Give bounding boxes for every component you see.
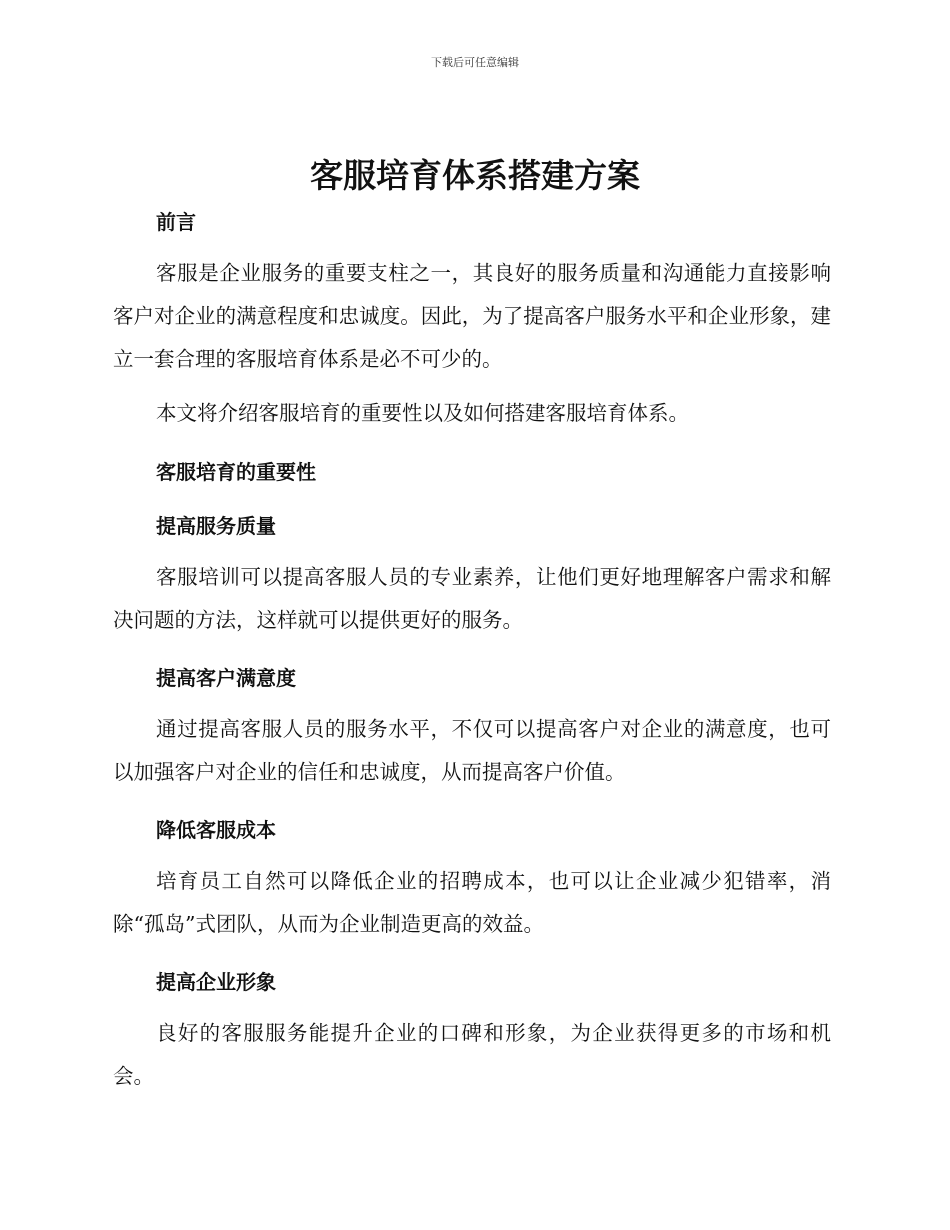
paragraph-reduce-cost: 培育员工自然可以降低企业的招聘成本，也可以让企业减少犯错率，消除“孤岛”式团队，从而为企业制造更高的效益。 [113, 869, 831, 936]
heading-service-quality: 提高服务质量 [156, 514, 276, 538]
heading-corporate-image: 提高企业形象 [156, 970, 276, 994]
heading-reduce-cost: 降低客服成本 [156, 818, 276, 842]
header-note: 下载后可任意编辑 [431, 56, 519, 69]
heading-customer-satisfaction: 提高客户满意度 [156, 666, 296, 690]
paragraph-preface-1: 客服是企业服务的重要支柱之一，其良好的服务质量和沟通能力直接影响客户对企业的满意程度和忠诚度。因此，为了提高客户服务水平和企业形象，建立一套合理的客服培育体系是必不可少的。 [113, 261, 831, 371]
paragraph-corporate-image: 良好的客服服务能提升企业的口碑和形象，为企业获得更多的市场和机会。 [113, 1021, 831, 1088]
heading-preface: 前言 [156, 210, 196, 234]
paragraph-service-quality: 客服培训可以提高客服人员的专业素养，让他们更好地理解客户需求和解决问题的方法，这样就可以提供更好的服务。 [113, 565, 831, 632]
document-title: 客服培育体系搭建方案 [310, 156, 640, 195]
paragraph-customer-satisfaction: 通过提高客服人员的服务水平，不仅可以提高客户对企业的满意度，也可以加强客户对企业的信任和忠诚度，从而提高客户价值。 [113, 717, 831, 784]
paragraph-preface-2: 本文将介绍客服培育的重要性以及如何搭建客服培育体系。 [156, 401, 689, 425]
heading-importance: 客服培育的重要性 [156, 460, 316, 484]
